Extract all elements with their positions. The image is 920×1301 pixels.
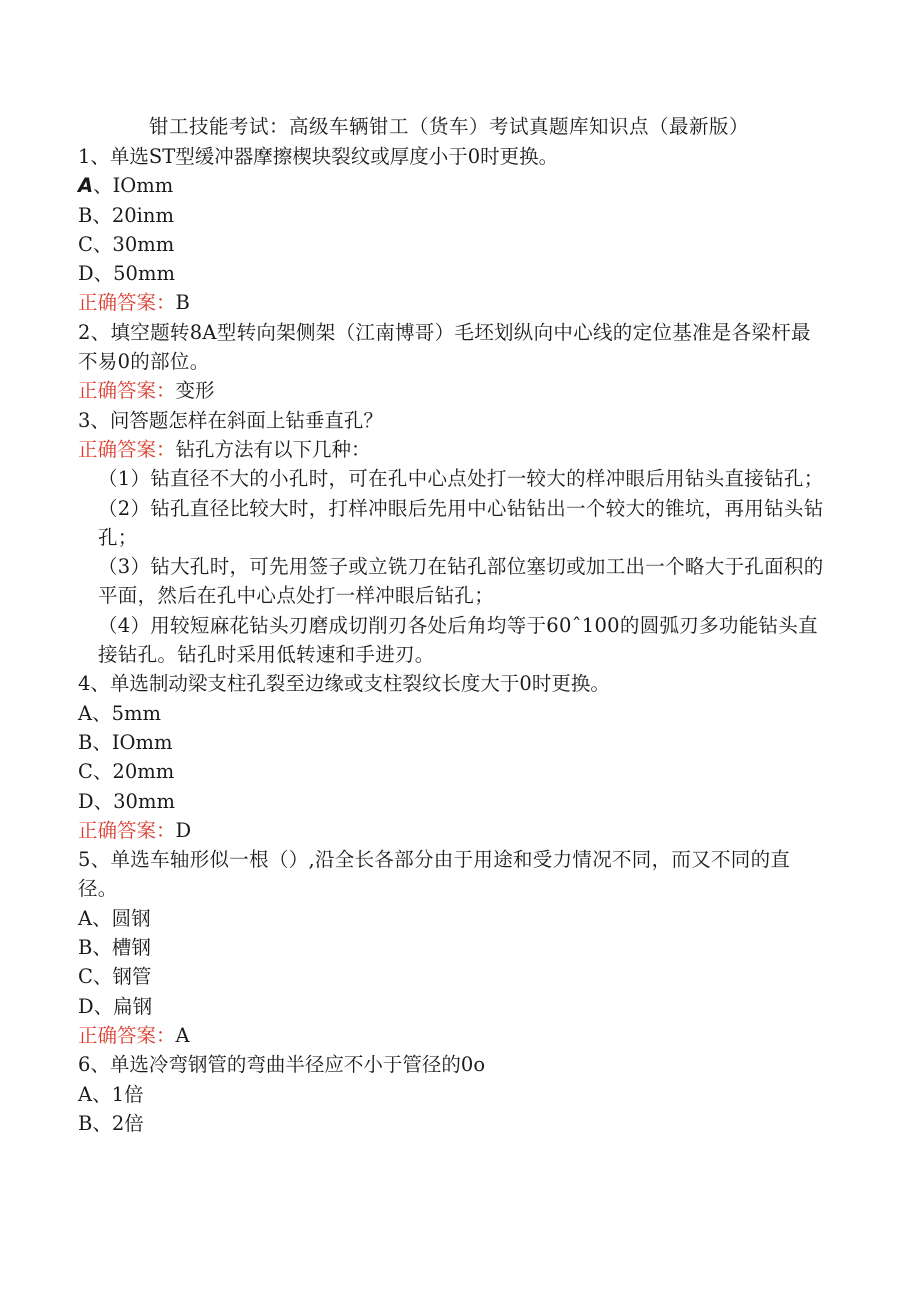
answer-value: 钻孔方法有以下几种： (175, 437, 371, 461)
question-6-option-a: A、1倍 (78, 1082, 144, 1106)
question-4-answer (78, 816, 828, 845)
question-3-item-2: （2）钻孔直径比较大时，打样冲眼后先用中心钻钻出一个较大的锥坑，再用钻头钻孔； (98, 496, 824, 549)
answer-value: 变形 (175, 379, 215, 403)
question-1-option-b: B、20inm (78, 203, 174, 227)
answer-label: 正确答案： (78, 818, 176, 842)
question-6-option-b: B、2倍 (78, 1111, 144, 1135)
question-3-stem: 3、问答题怎样在斜面上钻垂直孔？ (78, 408, 383, 432)
question-3-answer (78, 435, 828, 464)
question-4-option-c: C、20mm (78, 760, 175, 784)
question-4-option-d: D、30mm (78, 789, 175, 813)
question-1-answer (78, 288, 828, 317)
question-1-stem: 1、单选ST型缓冲器摩擦楔块裂纹或厚度小于0时更换。 (78, 145, 559, 168)
question-5-option-c: C、钢管 (78, 965, 152, 989)
answer-label: 正确答案： (78, 379, 176, 403)
question-4-option-a: A、5mm (78, 701, 161, 725)
question-3-item-1: （1）钻直径不大的小孔时，可在孔中心点处打一较大的样冲眼后用钻头直接钻孔； (98, 467, 824, 491)
question-5-option-a: A、圆钢 (78, 906, 151, 930)
answer-label: 正确答案： (78, 291, 176, 315)
document-title: 钳工技能考试：高级车辆钳工（货车）考试真题库知识点（最新版） (148, 115, 749, 138)
question-5-stem: 5、单选车轴形似一根（）,沿全长各部分由于用途和受力情况不同，而又不同的直径。 (78, 848, 791, 901)
answer-value: B (175, 291, 190, 315)
question-2-answer (78, 376, 828, 405)
question-1-option-a: A、IOmm (78, 174, 174, 198)
question-5-answer (78, 1021, 828, 1050)
answer-value: A (175, 1023, 190, 1047)
question-4-option-b: B、IOmm (78, 730, 173, 754)
question-5-option-b: B、槽钢 (78, 936, 151, 960)
question-4-stem: 4、单选制动梁支柱孔裂至边缘或支柱裂纹长度大于0时更换。 (78, 672, 610, 696)
answer-label: 正确答案： (78, 437, 176, 461)
question-3-item-4: （4）用较短麻花钻头刃磨成切削刃各处后角均等于60ˆ100的圆弧刃多功能钻头直接钻孔。钻孔时采用低转速和手进刃。 (98, 613, 818, 667)
question-6-stem: 6、单选冷弯钢管的弯曲半径应不小于管径的0o (78, 1053, 486, 1077)
question-1-option-d: D、50mm (78, 262, 175, 286)
answer-value: D (175, 818, 192, 842)
question-3-item-3: （3）钻大孔时，可先用签子或立铣刀在钻孔部位塞切或加工出一个略大于孔面积的平面，然后在孔中心点处打一样冲眼后钻孔； (98, 555, 824, 608)
question-5-option-d: D、扁钢 (78, 994, 153, 1018)
question-1-option-c: C、30mm (78, 232, 175, 256)
document-page (78, 112, 828, 1138)
answer-label: 正确答案： (78, 1023, 176, 1047)
question-2-stem: 2、填空题转8A型转向架侧架（江南博哥）毛坯划纵向中心线的定位基准是各梁杆最不易0的部位。 (78, 320, 811, 374)
